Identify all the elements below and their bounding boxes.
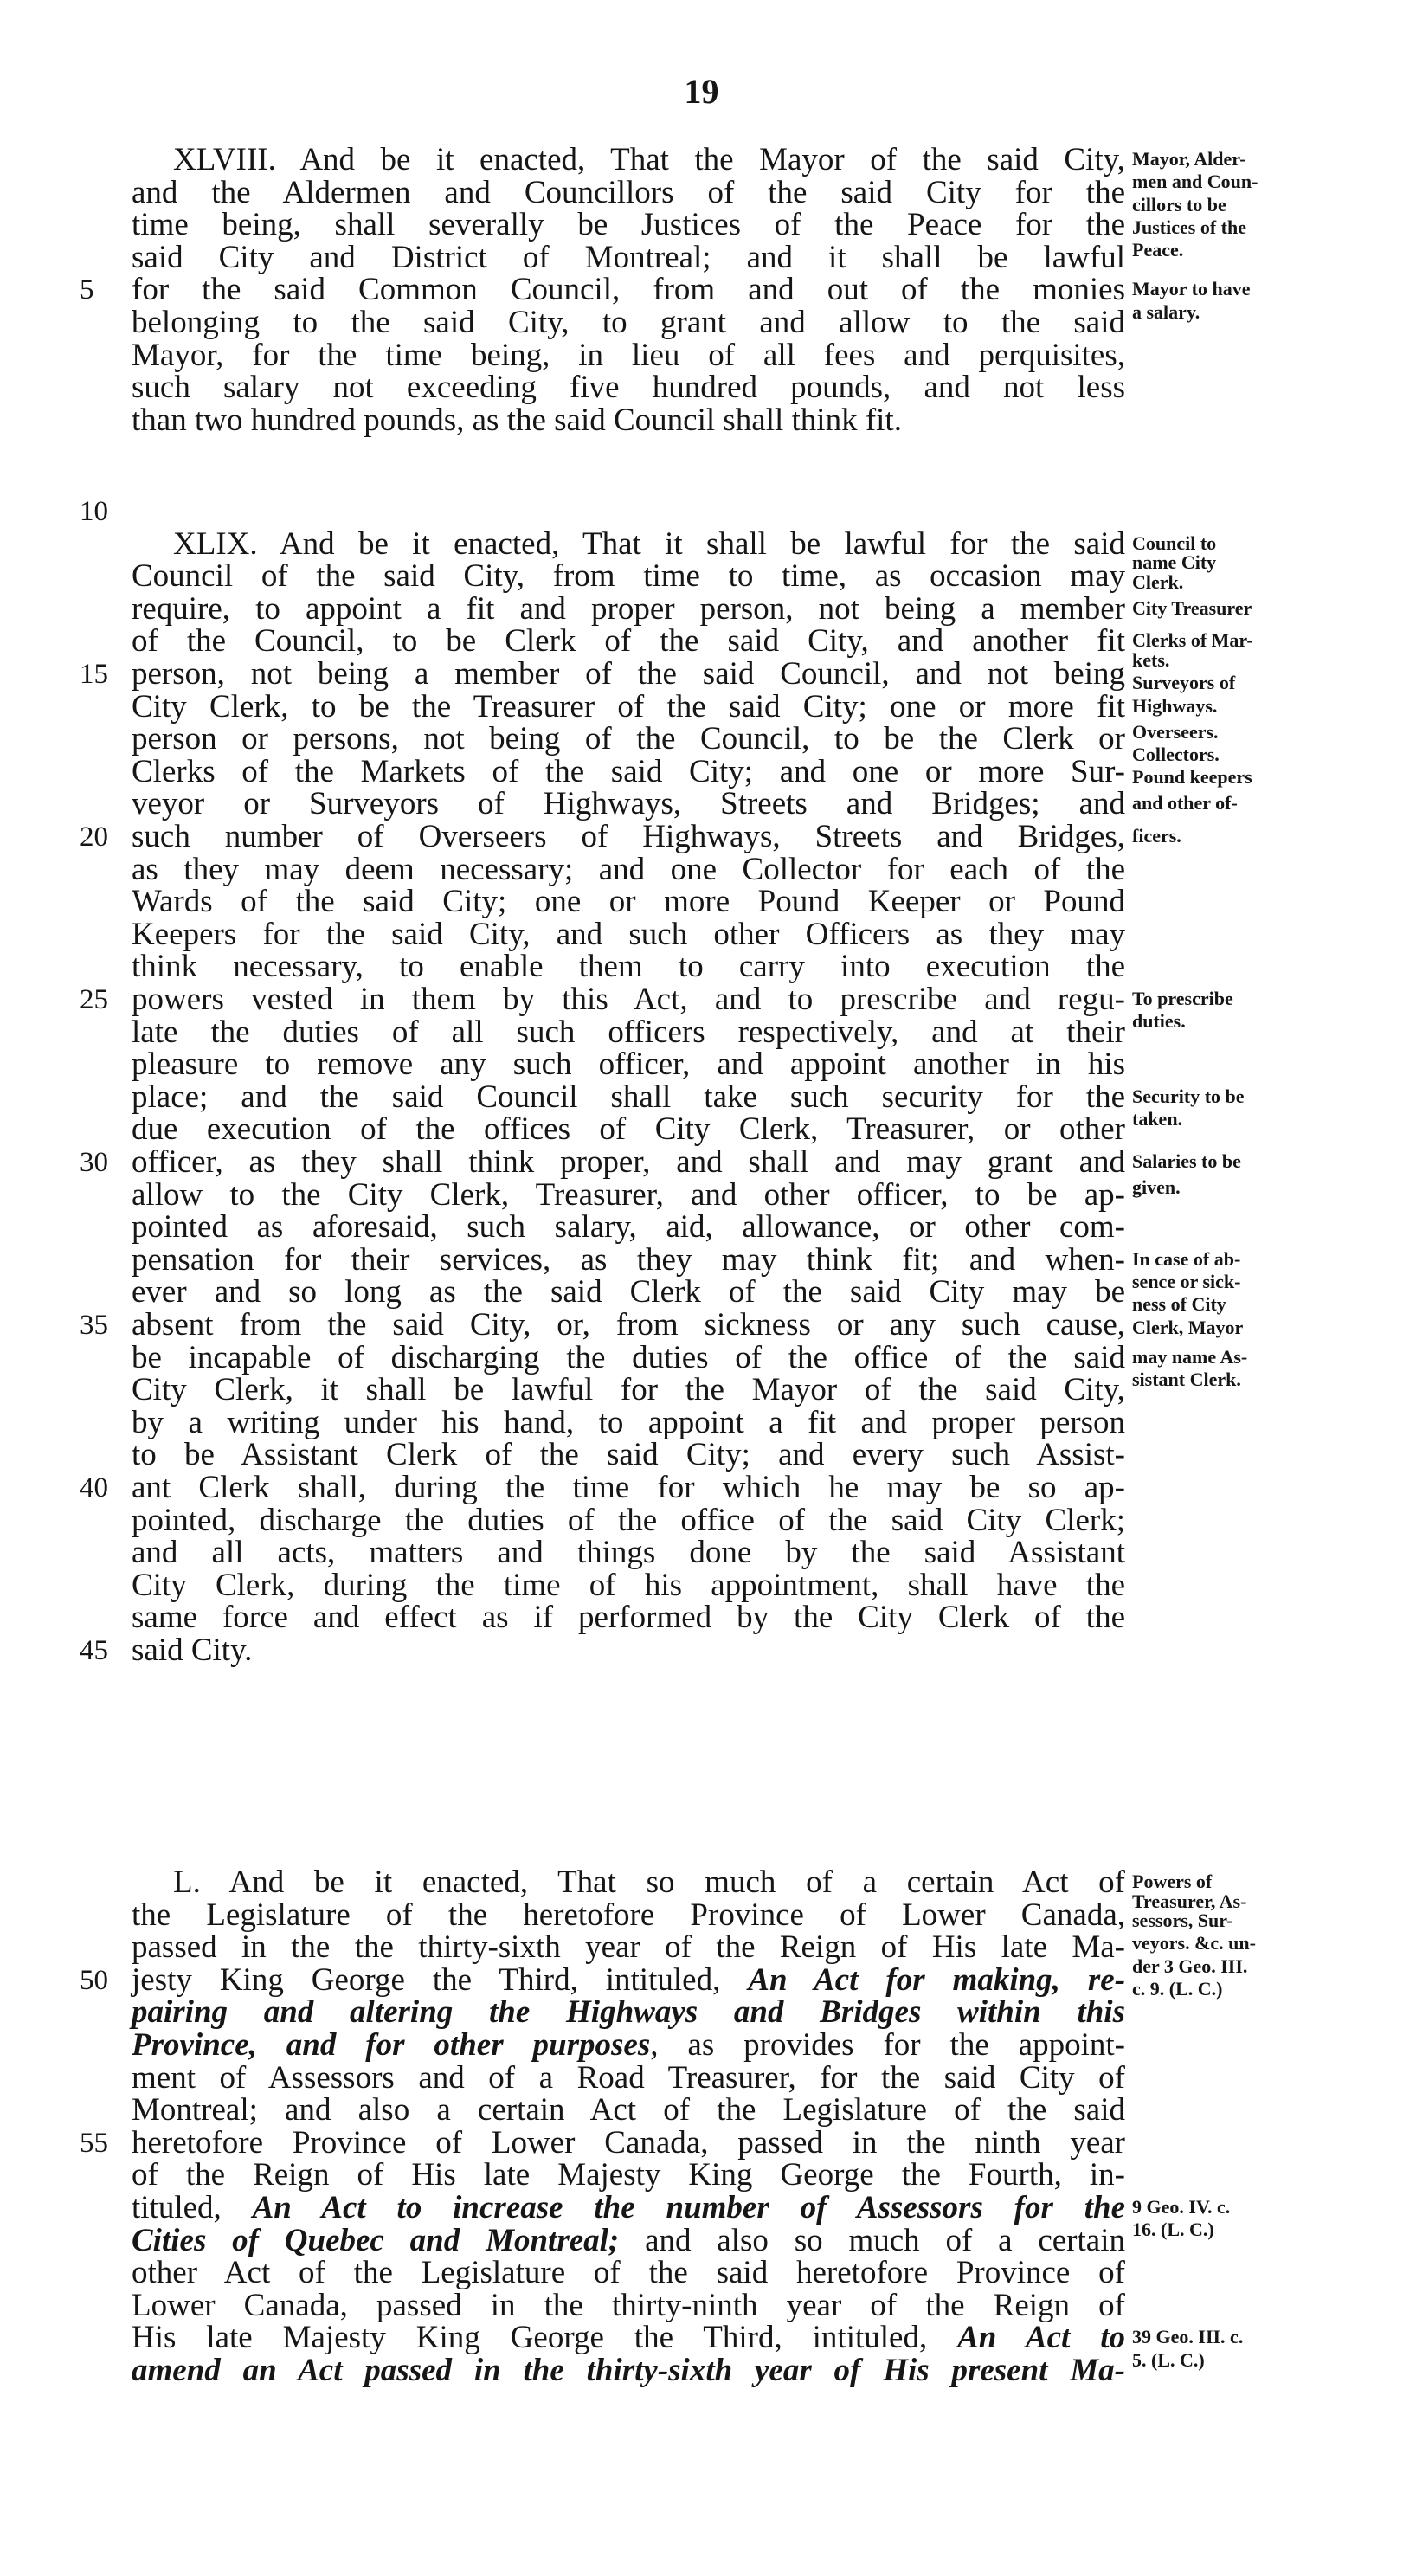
text-line <box>0 1502 1403 1538</box>
body-text: XLIX. And be it enacted, That it shall be lawful for the said <box>173 525 1125 562</box>
body-text: due execution of the offices of City Clerk, Treasurer, or other <box>132 1111 1125 1148</box>
text-line <box>0 370 1403 406</box>
body-text: the Legislature of the heretofore Province of Lower Canada, <box>132 1897 1125 1933</box>
body-text: His late Majesty King George the Third, intituled, An Act to <box>132 2320 1126 2356</box>
body-text: and the Aldermen and Councillors of the said City for the <box>132 174 1125 210</box>
margin-note: c. 9. (L. C.) <box>1132 1978 1223 2000</box>
margin-note: cillors to be <box>1132 193 1226 216</box>
margin-note: To prescribe <box>1132 988 1233 1009</box>
margin-note: ness of City <box>1132 1293 1226 1316</box>
margin-note: duties. <box>1132 1010 1186 1033</box>
body-text: as they may deem necessary; and one Collector for each of the <box>132 851 1125 887</box>
body-text: said City. <box>132 1633 253 1668</box>
body-text: ment of Assessors and of a Road Treasurer, for the said City of <box>132 2059 1125 2096</box>
body-text: than two hundred pounds, as the said Council shall think fit. <box>132 402 902 438</box>
body-text: veyor or Surveyors of Highways, Streets and Bridges; and <box>132 786 1125 822</box>
text-line <box>0 2059 1403 2096</box>
body-text: Province, and for other purposes, as provides for the appoint- <box>132 2027 1125 2063</box>
text-line <box>0 497 1403 526</box>
margin-note: and other of- <box>1132 792 1238 815</box>
body-text: belonging to the said City, to grant and allow to the said <box>132 305 1125 340</box>
line-number: 40 <box>80 1472 108 1504</box>
text-line <box>0 1404 1403 1440</box>
text-line <box>0 2157 1403 2193</box>
margin-note: Mayor to have <box>1132 278 1251 300</box>
margin-note: a salary. <box>1132 300 1200 323</box>
margin-note: In case of ab- <box>1132 1247 1241 1270</box>
line-number: 55 <box>80 2127 108 2159</box>
margin-note: given. <box>1132 1176 1181 1199</box>
body-text: allow to the City Clerk, Treasurer, and other officer, to be ap- <box>132 1176 1125 1213</box>
body-text: of the Reign of His late Majesty King George the Fourth, in- <box>132 2157 1125 2193</box>
body-text: think necessary, to enable them to carry into execution the <box>132 949 1125 985</box>
margin-note: Treasurer, As- <box>1132 1890 1247 1912</box>
body-text: passed in the the thirty-sixth year of the Reign of His late Ma- <box>132 1929 1125 1966</box>
margin-note: kets. <box>1132 648 1170 671</box>
text-line <box>0 2287 1403 2323</box>
body-text: late the duties of all such officers respectively, and at their <box>132 1014 1125 1050</box>
text-line <box>0 949 1403 985</box>
text-line <box>0 2124 1403 2161</box>
text-line <box>0 1535 1403 1571</box>
line-number: 5 <box>80 274 94 306</box>
body-text: pensation for their services, as they may think fit; and when- <box>132 1241 1125 1278</box>
line-number: 25 <box>80 984 108 1015</box>
margin-note: 5. (L. C.) <box>1132 2348 1205 2371</box>
text-line <box>0 402 1403 438</box>
page-number: 19 <box>684 72 719 111</box>
body-text: require, to appoint a fit and proper person, not being a member <box>132 590 1125 627</box>
text-line <box>0 337 1403 373</box>
margin-note: veyors. &c. un- <box>1132 1932 1256 1955</box>
body-text: to be Assistant Clerk of the said City; and every such Assist- <box>132 1437 1125 1473</box>
body-text: Mayor, for the time being, in lieu of all fees and perquisites, <box>132 337 1125 373</box>
body-text: place; and the said Council shall take such security for the <box>132 1079 1125 1115</box>
body-text: L. And be it enacted, That so much of a certain Act of <box>173 1864 1125 1900</box>
margin-note: Overseers. <box>1132 720 1219 743</box>
body-text: by a writing under his hand, to appoint a fit and proper person <box>132 1404 1125 1440</box>
text-line <box>0 1600 1403 1636</box>
line-number: 20 <box>80 821 108 853</box>
body-text: such salary not exceeding five hundred pounds, and not less <box>132 370 1125 406</box>
body-text: ant Clerk shall, during the time for which he may be so ap- <box>132 1470 1125 1505</box>
margin-note: Mayor, Alder- <box>1132 148 1246 170</box>
margin-note: Pound keepers <box>1132 766 1252 789</box>
margin-note: sistant Clerk. <box>1132 1368 1241 1390</box>
body-text: City Clerk, it shall be lawful for the Mayor of the said City, <box>132 1372 1125 1408</box>
margin-note: may name As- <box>1132 1345 1248 1368</box>
text-line <box>0 884 1403 920</box>
body-text: City Clerk, to be the Treasurer of the said City; one or more fit <box>132 688 1125 724</box>
body-text: said City and District of Montreal; and it shall be lawful <box>132 239 1125 275</box>
margin-note: Council to <box>1132 531 1217 554</box>
body-text: powers vested in them by this Act, and to prescribe and regu- <box>132 982 1125 1017</box>
margin-note: der 3 Geo. III. <box>1132 1955 1248 1977</box>
line-number: 45 <box>80 1635 108 1666</box>
body-text: Council of the said City, from time to time, as occasion may <box>132 558 1125 595</box>
body-text: Montreal; and also a certain Act of the Legislature of the said <box>132 2092 1125 2128</box>
body-text: for the said Common Council, from and out of the monies <box>132 272 1125 308</box>
margin-note: Justices of the <box>1132 216 1246 238</box>
body-text: pleasure to remove any such officer, and appoint another in his <box>132 1046 1125 1083</box>
line-number: 10 <box>80 496 108 527</box>
margin-note: sessors, Sur- <box>1132 1909 1233 1932</box>
margin-note: Highways. <box>1132 694 1218 717</box>
margin-note: taken. <box>1132 1108 1183 1130</box>
margin-note: 9 Geo. IV. c. <box>1132 2196 1231 2218</box>
body-text: person, not being a member of the said Council, and not being <box>132 656 1125 692</box>
margin-note: sence or sick- <box>1132 1271 1241 1293</box>
body-text: pointed, discharge the duties of the office of the said City Clerk; <box>132 1502 1125 1538</box>
margin-note: Collectors. <box>1132 744 1220 765</box>
body-text: Wards of the said City; one or more Pound Keeper or Pound <box>132 884 1125 920</box>
body-text: of the Council, to be Clerk of the said City, and another fit <box>132 623 1125 660</box>
text-line <box>0 1437 1403 1473</box>
line-number: 50 <box>80 1964 108 1996</box>
margin-note: 16. (L. C.) <box>1132 2219 1214 2241</box>
margin-note: 39 Geo. III. c. <box>1132 2326 1244 2348</box>
body-text: ever and so long as the said Clerk of the said City may be <box>132 1274 1125 1311</box>
body-text: such number of Overseers of Highways, Streets and Bridges, <box>132 819 1125 854</box>
line-number: 35 <box>80 1310 108 1341</box>
text-line <box>0 851 1403 887</box>
body-text: heretofore Province of Lower Canada, passed in the ninth year <box>132 2124 1125 2161</box>
text-line <box>0 1994 1403 2031</box>
body-text: pointed as aforesaid, such salary, aid, allowance, or other com- <box>132 1209 1125 1246</box>
body-text: officer, as they shall think proper, and shall and may grant and <box>132 1144 1125 1180</box>
body-text: XLVIII. And be it enacted, That the Mayor of the said City, <box>173 142 1125 177</box>
margin-note: Peace. <box>1132 239 1184 261</box>
body-text: amend an Act passed in the thirty-sixth year of His present Ma- <box>132 2353 1125 2388</box>
text-line <box>0 1567 1403 1603</box>
body-text: absent from the said City, or, from sickness or any such cause, <box>132 1307 1125 1343</box>
body-text: person or persons, not being of the Council, to be the Clerk or <box>132 721 1125 757</box>
body-text: Clerks of the Markets of the said City; and one or more Sur- <box>132 753 1125 789</box>
text-line <box>0 2092 1403 2128</box>
body-text: pairing and altering the Highways and Bridges within this <box>132 1994 1125 2031</box>
body-text: be incapable of discharging the duties of the office of the said <box>132 1339 1125 1375</box>
line-number: 15 <box>80 659 108 690</box>
text-line <box>0 1209 1403 1246</box>
body-text: time being, shall severally be Justices of the Peace for the <box>132 207 1125 243</box>
line-number: 30 <box>80 1147 108 1178</box>
body-text: Lower Canada, passed in the thirty-ninth year of the Reign of <box>132 2287 1125 2323</box>
body-text: Cities of Quebec and Montreal; and also so much of a certain <box>132 2222 1125 2258</box>
text-line <box>0 1470 1403 1505</box>
text-line <box>0 2027 1403 2063</box>
body-text: City Clerk, during the time of his appointment, shall have the <box>132 1567 1125 1603</box>
body-text: Keepers for the said City, and such other Officers as they may <box>132 916 1125 952</box>
text-line <box>0 1046 1403 1083</box>
margin-note: Salaries to be <box>1132 1150 1241 1172</box>
text-line <box>0 2255 1403 2291</box>
margin-note: men and Coun- <box>1132 171 1258 193</box>
margin-note: Clerk, Mayor <box>1132 1316 1244 1338</box>
body-text: jesty King George the Third, intituled, An Act for making, re- <box>132 1961 1126 1998</box>
margin-note: Clerks of Mar- <box>1132 629 1253 652</box>
margin-note: Surveyors of <box>1132 672 1236 694</box>
body-text: tituled, An Act to increase the number of Assessors for the <box>132 2190 1125 2225</box>
body-text: and all acts, matters and things done by the said Assistant <box>132 1535 1125 1571</box>
body-text: same force and effect as if performed by the City Clerk of the <box>132 1600 1125 1636</box>
text-line <box>0 916 1403 952</box>
margin-note: City Treasurer <box>1132 596 1252 619</box>
margin-note: Clerk. <box>1132 570 1184 593</box>
margin-note: Powers of <box>1132 1871 1213 1892</box>
margin-note: Security to be <box>1132 1085 1245 1107</box>
margin-note: ficers. <box>1132 825 1181 847</box>
margin-note: name City <box>1132 551 1217 574</box>
text-line <box>0 1633 1403 1668</box>
body-text: other Act of the Legislature of the said heretofore Province of <box>132 2255 1125 2291</box>
